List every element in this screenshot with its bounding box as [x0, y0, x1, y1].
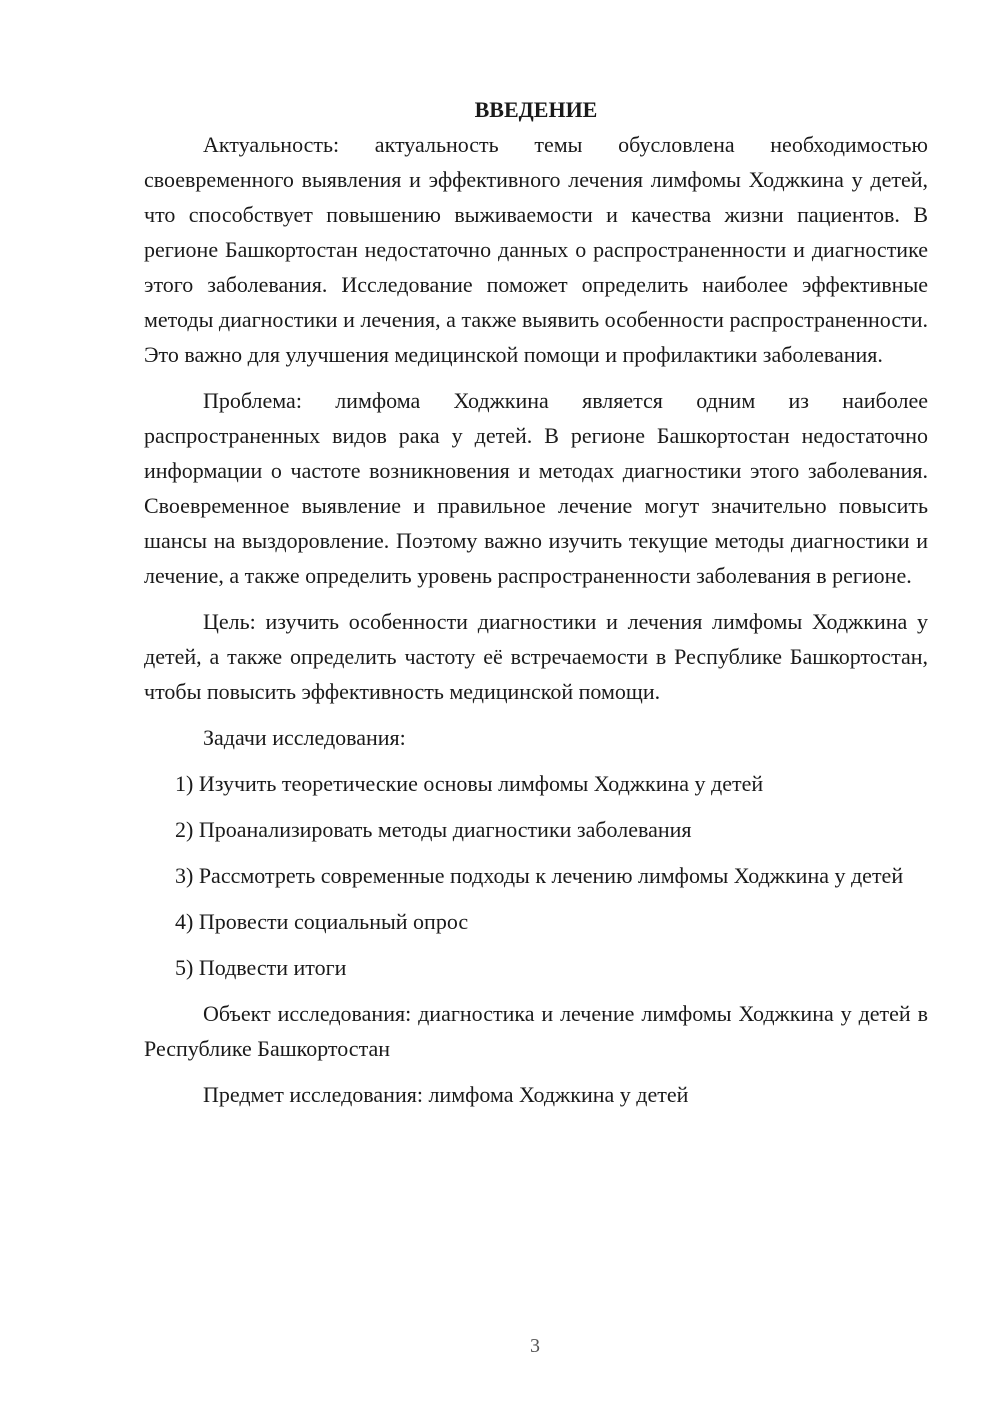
task-item-2: 2) Проанализировать методы диагностики заболевания [175, 817, 692, 842]
paragraph-object: Объект исследования: диагностика и лечение лимфомы Ходжкина у детей в Республике Башкортостан [144, 1001, 928, 1061]
paragraph-problem: Проблема: лимфома Ходжкина является одним из наиболее распространенных видов рака у детей. В регионе Башкортостан недостаточно информации о частоте возникновения и методах диагностики этого заболевания. Своевременное выявление и правильное лечение могут значительно повысить шансы на выздоровление. Поэтому важно изучить текущие методы диагностики и лечение, а также определить уровень распространенности заболевания в регионе. [144, 388, 928, 588]
task-item-3: 3) Рассмотреть современные подходы к лечению лимфомы Ходжкина у детей [175, 863, 904, 888]
section-title: ВВЕДЕНИЕ [474, 97, 598, 122]
task-item-1: 1) Изучить теоретические основы лимфомы Ходжкина у детей [175, 771, 764, 796]
paragraph-subject: Предмет исследования: лимфома Ходжкина у детей [203, 1082, 689, 1107]
task-item-4: 4) Провести социальный опрос [175, 909, 469, 934]
tasks-heading: Задачи исследования: [203, 725, 406, 750]
document-page [144, 92, 928, 1112]
paragraph-relevance: Актуальность: актуальность темы обусловлена необходимостью своевременного выявления и эффективного лечения лимфомы Ходжкина у детей, что способствует повышению выживаемости и качества жизни пациентов. В регионе Башкортостан недостаточно данных о распространенности и диагностике этого заболевания. Исследование поможет определить наиболее эффективные методы диагностики и лечения, а также выявить особенности распространенности. Это важно для улучшения медицинской помощи и профилактики заболевания. [144, 132, 928, 367]
paragraph-goal: Цель: изучить особенности диагностики и лечения лимфомы Ходжкина у детей, а также определить частоту её встречаемости в Республике Башкортостан, чтобы повысить эффективность медицинской помощи. [144, 609, 928, 704]
page-number: 3 [530, 1335, 540, 1357]
task-item-5: 5) Подвести итоги [175, 955, 347, 980]
